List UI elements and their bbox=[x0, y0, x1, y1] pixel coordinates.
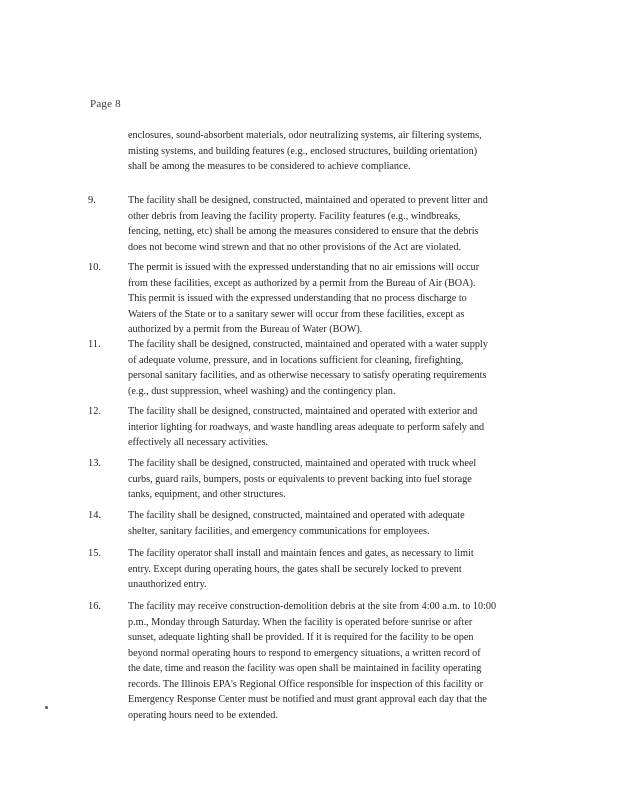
text-line: The facility shall be designed, constructed, maintained and operated with adequate bbox=[128, 510, 465, 521]
item-number: 14. bbox=[88, 510, 101, 521]
text-line: misting systems, and building features (e.g., enclosed structures, building orientation) bbox=[128, 145, 478, 157]
text-line: The facility shall be designed, constructed, maintained and operated to prevent litter and bbox=[128, 195, 488, 206]
text-line: personal sanitary facilities, and as otherwise necessary to satisfy operating requirements bbox=[128, 370, 487, 381]
scan-speck bbox=[45, 706, 48, 709]
item-text bbox=[128, 546, 560, 593]
item-text bbox=[128, 260, 560, 338]
item-text bbox=[128, 456, 560, 503]
text-line: The facility shall be designed, constructed, maintained and operated with a water supply bbox=[128, 339, 488, 350]
item-number: 16. bbox=[88, 601, 101, 612]
item-number: 11. bbox=[88, 339, 101, 350]
page-number-label: Page 8 bbox=[90, 98, 121, 110]
text-line: other debris from leaving the facility property. Facility features (e.g., windbreaks, bbox=[128, 210, 461, 222]
text-line: interior lighting for roadways, and waste handling areas adequate to perform safely and bbox=[128, 421, 485, 433]
text-line: tanks, equipment, and other structures. bbox=[128, 489, 286, 500]
text-line: unauthorized entry. bbox=[128, 579, 207, 590]
text-line: fencing, netting, etc) shall be among the measures considered to ensure that the debris bbox=[128, 226, 479, 237]
text-line: The permit is issued with the expressed understanding that no air emissions will occur bbox=[128, 262, 480, 273]
text-line: does not become wind strewn and that no other provisions of the Act are violated. bbox=[128, 241, 461, 253]
text-line: shelter, sanitary facilities, and emergency communications for employees. bbox=[128, 525, 430, 537]
item-number: 15. bbox=[88, 548, 101, 559]
text-line: the date, time and reason the facility was open shall be maintained in facility operating bbox=[128, 663, 482, 674]
text-line: operating hours need to be extended. bbox=[128, 709, 278, 721]
text-line: beyond normal operating hours to respond to emergency situations, a written record of bbox=[128, 647, 481, 659]
text-line: effectively all necessary activities. bbox=[128, 437, 269, 448]
text-line: p.m., Monday through Saturday. When the facility is operated before sunrise or after bbox=[128, 616, 473, 628]
text-line: records. The Illinois EPA's Regional Office responsible for inspection of this facility or bbox=[128, 678, 484, 690]
continued-paragraph bbox=[128, 128, 558, 175]
item-text bbox=[128, 404, 560, 451]
text-line: (e.g., dust suppression, wheel washing) and the contingency plan. bbox=[128, 385, 396, 397]
text-line: Emergency Response Center must be notified and must grant approval each day that the bbox=[128, 694, 487, 705]
text-line: The facility operator shall install and maintain fences and gates, as necessary to limit bbox=[128, 548, 474, 559]
item-number: 13. bbox=[88, 458, 101, 469]
text-line: The facility may receive construction-demolition debris at the site from 4:00 a.m. to 10:00 bbox=[128, 601, 497, 612]
item-text bbox=[128, 599, 560, 723]
item-text bbox=[128, 508, 560, 539]
text-line: enclosures, sound-absorbent materials, odor neutralizing systems, air filtering systems, bbox=[128, 130, 482, 141]
text-line: authorized by a permit from the Bureau of Water (BOW). bbox=[128, 324, 363, 335]
text-line: sunset, adequate lighting shall be provided. If it is required for the facility to be open bbox=[128, 632, 474, 643]
text-line: The facility shall be designed, constructed, maintained and operated with truck wheel bbox=[128, 458, 477, 469]
text-line: from these facilities, except as authorized by a permit from the Bureau of Air (BOA). bbox=[128, 277, 476, 289]
text-line: The facility shall be designed, constructed, maintained and operated with exterior and bbox=[128, 406, 478, 417]
item-number: 9. bbox=[88, 195, 96, 206]
item-number: 10. bbox=[88, 262, 101, 273]
text-line: of adequate volume, pressure, and in locations sufficient for cleaning, firefighting, bbox=[128, 354, 464, 366]
text-line: shall be among the measures to be considered to achieve compliance. bbox=[128, 161, 411, 172]
item-text bbox=[128, 193, 560, 255]
text-line: entry. Except during operating hours, the gates shall be securely locked to prevent bbox=[128, 563, 462, 575]
text-line: curbs, guard rails, bumpers, posts or equivalents to prevent backing into fuel storage bbox=[128, 473, 472, 485]
item-number: 12. bbox=[88, 406, 101, 417]
text-line: Waters of the State or to a sanitary sewer will occur from these facilities, except as bbox=[128, 308, 465, 320]
item-text bbox=[128, 337, 560, 399]
text-line: This permit is issued with the expressed understanding that no process discharge to bbox=[128, 293, 467, 304]
